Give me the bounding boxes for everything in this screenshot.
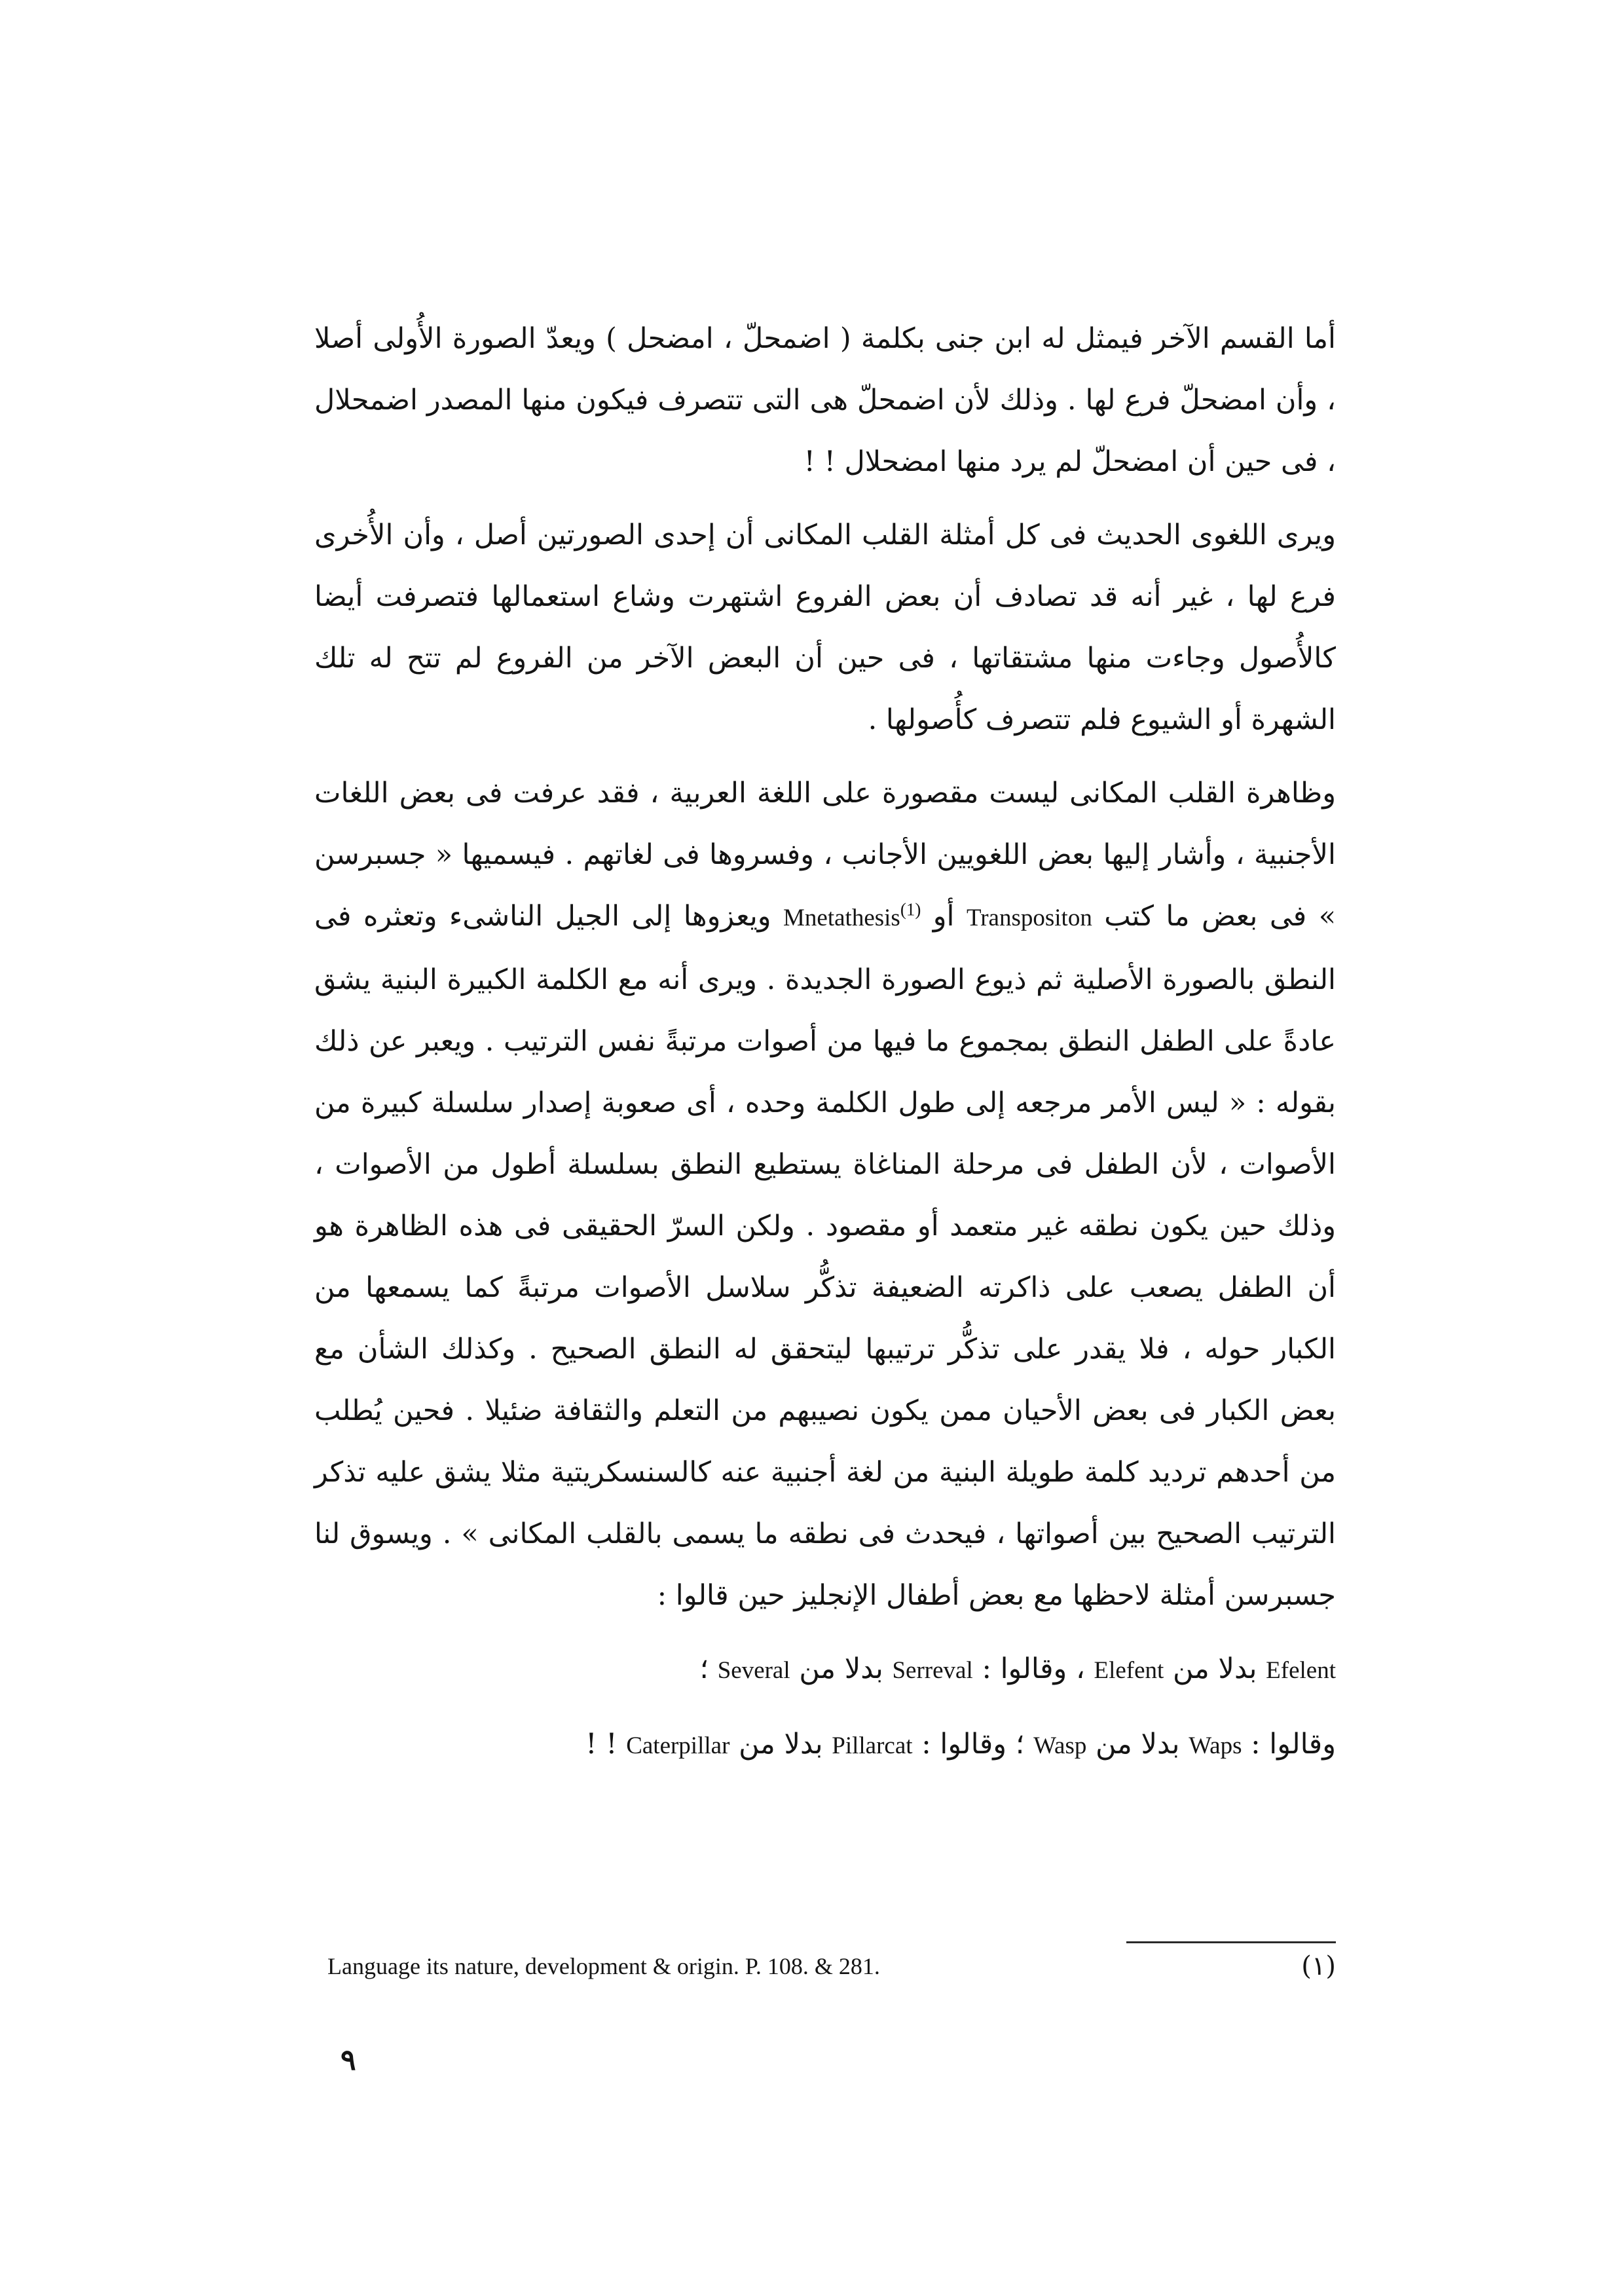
example-connector: ، وقالوا : xyxy=(982,1652,1085,1685)
footnote-text: Language its nature, development & origin. P. 108. & 281. xyxy=(327,1953,880,1979)
footnote-divider xyxy=(1126,1941,1336,1943)
example-word: Waps xyxy=(1189,1732,1242,1759)
body-text xyxy=(314,308,1336,1789)
example-line-1 xyxy=(314,1638,1336,1702)
example-word: Serreval xyxy=(892,1657,973,1684)
example-connector: بدلا من xyxy=(1096,1728,1180,1761)
example-line-2 xyxy=(314,1713,1336,1777)
example-connector: بدلا من xyxy=(799,1652,883,1685)
paragraph-3-body: ويعزوها إلى الجيل الناشىء وتعثره فى النطق بالصورة الأصلية ثم ذيوع الصورة الجديدة . ويرى أنه مع الكلمة الكبيرة البنية يشق عادةً على الطفل النطق بمجموع ما فيها من أصوات مرتبةً نفس الترتيب . ويعبر عن ذلك بقوله : « ليس الأمر مرجعه إلى طول الكلمة وحده ، أى صعوبة إصدار سلسلة كبيرة من الأصوات ، لأن الطفل فى مرحلة المناغاة يستطيع النطق بسلسلة أطول من الأصوات ، وذلك حين يكون نطقه غير متعمد أو مقصود . ولكن السرّ الحقيقى فى هذه الظاهرة هو أن الطفل يصعب على ذاكرته الضعيفة تذكُّر سلاسل الأصوات مرتبةً كما يسمعها من الكبار حوله ، فلا يقدر على تذكُّر ترتيبها ليتحقق له النطق الصحيح . وكذلك الشأن مع بعض الكبار فى بعض الأحيان ممن يكون نصيبهم من التعلم والثقافة ضئيلا . فحين يُطلب من أحدهم ترديد كلمة طويلة البنية من لغة أجنبية عنه كالسنسكريتية مثلا يشق عليه تذكر الترتيب الصحيح بين أصواتها ، فيحدث فى نطقه ما يسمى بالقلب المكانى » . ويسوق لنا جسبرسن أمثلة لاحظها مع بعض أطفال الإنجليز حين قالوا : xyxy=(314,900,1336,1612)
example-connector: بدلا من xyxy=(739,1728,823,1761)
example-word: Caterpillar xyxy=(626,1732,730,1759)
term-metathesis: Mnetathesis xyxy=(783,905,900,931)
example-connector: ! ! xyxy=(585,1728,618,1761)
example-word: Efelent xyxy=(1266,1657,1336,1684)
footnote xyxy=(327,1947,1336,1986)
example-connector: بدلا من xyxy=(1173,1652,1257,1685)
example-word: Pillarcat xyxy=(832,1732,913,1759)
page-number: ٩ xyxy=(341,2043,356,2077)
term-transposition: Transpositon xyxy=(966,905,1092,931)
paragraph-3-intro: وظاهرة القلب المكانى ليست مقصورة على اللغة العربية ، فقد عرفت فى بعض اللغات الأجنبية ، وأشار إليها بعض اللغويين الأجانب ، وفسروها فى لغاتهم . فيسميها « جسبرسن » فى بعض ما كتب xyxy=(314,777,1336,933)
example-connector: وقالوا : xyxy=(1251,1728,1336,1761)
paragraph-2: ويرى اللغوى الحديث فى كل أمثلة القلب المكانى أن إحدى الصورتين أصل ، وأن الأُخرى فرع لها ، غير أنه قد تصادف أن بعض الفروع اشتهرت وشاع استعمالها فتصرفت أيضا كالأُصول وجاءت منها مشتقاتها ، فى حين أن البعض الآخر من الفروع لم تتح له تلك الشهرة أو الشيوع فلم تتصرف كأُصولها . xyxy=(314,519,1336,736)
example-word: Elefent xyxy=(1094,1657,1164,1684)
footnote-marker: (١) xyxy=(1301,1951,1336,1981)
paragraph-3 xyxy=(314,762,1336,1626)
term-connector: أو xyxy=(932,900,955,933)
paragraph-1: أما القسم الآخر فيمثل له ابن جنى بكلمة ( اضمحلّ ، امضحل ) ويعدّ الصورة الأُولى أصلا ، وأن امضحلّ فرع لها . وذلك لأن اضمحلّ هى التى تتصرف فيكون منها المصدر اضمحلال ، فى حين أن امضحلّ لم يرد منها امضحلال ! ! xyxy=(314,322,1336,478)
example-connector: ؛ وقالوا : xyxy=(921,1728,1025,1761)
example-word: Wasp xyxy=(1033,1732,1087,1759)
example-word: Several xyxy=(717,1657,790,1684)
example-connector: ؛ xyxy=(699,1652,709,1685)
footnote-reference: (1) xyxy=(900,899,921,920)
